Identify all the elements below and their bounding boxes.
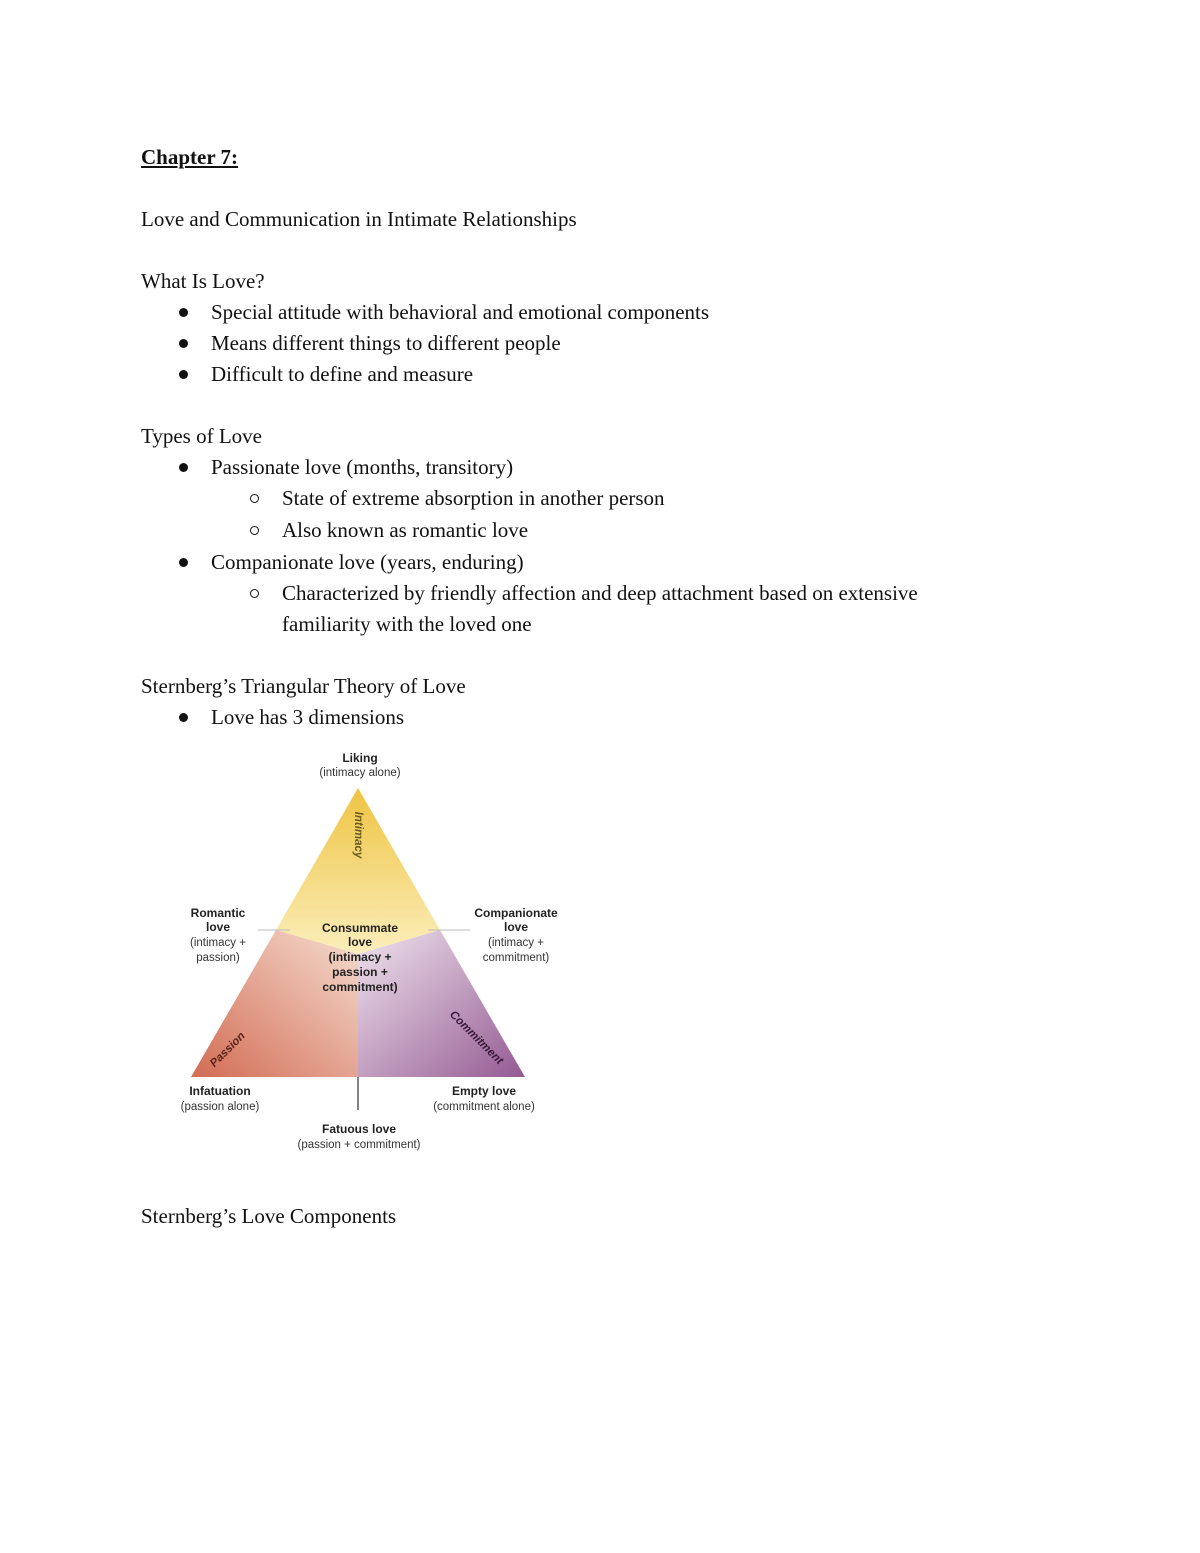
chapter-title: Chapter 7: [141, 145, 239, 169]
consummate-love-l4: passion + [332, 965, 388, 979]
types-of-love-heading: Types of Love [141, 424, 262, 448]
romantic-love-l2: love [205, 920, 231, 934]
list-item: Passionate love (months, transitory) [211, 455, 514, 479]
liking-title: Liking [342, 751, 378, 765]
consummate-love-l2: love [347, 935, 373, 949]
romantic-love-l3: (intimacy + [190, 937, 246, 949]
consummate-love-l3: (intimacy + [328, 950, 392, 964]
sub-list-item-continuation: familiarity with the loved one [282, 612, 532, 636]
infatuation-sub: (passion alone) [180, 1101, 260, 1113]
romantic-love-l1: Romantic [190, 906, 246, 920]
consummate-love-l5: commitment) [322, 980, 398, 994]
companionate-love-l2: love [503, 920, 529, 934]
document-subtitle: Love and Communication in Intimate Relationships [141, 207, 577, 231]
liking-sub: (intimacy alone) [319, 767, 401, 779]
empty-love-sub: (commitment alone) [433, 1101, 535, 1113]
companionate-love-l1: Companionate [474, 906, 558, 920]
consummate-love-l1: Consummate [321, 921, 399, 935]
infatuation-title: Infatuation [189, 1084, 251, 1098]
list-item: Special attitude with behavioral and emotional components [211, 300, 710, 324]
list-item: Means different things to different people [211, 331, 561, 355]
sub-list-item: Also known as romantic love [282, 518, 529, 542]
fatuous-love-title: Fatuous love [321, 1122, 397, 1136]
list-item: Difficult to define and measure [211, 362, 474, 386]
companionate-love-l3: (intimacy + [488, 937, 544, 949]
love-components-heading: Sternberg’s Love Components [141, 1204, 397, 1228]
romantic-love-l4: passion) [196, 952, 240, 964]
commitment-side-label: Commitment [447, 1008, 506, 1067]
list-item: Companionate love (years, enduring) [211, 550, 524, 574]
fatuous-love-sub: (passion + commitment) [297, 1139, 421, 1151]
list-item: Love has 3 dimensions [211, 705, 405, 729]
sub-list-item: State of extreme absorption in another person [282, 486, 665, 510]
passion-side-label: Passion [208, 1030, 248, 1070]
sub-list-item: Characterized by friendly affection and deep attachment based on extensive [282, 581, 918, 605]
empty-love-title: Empty love [451, 1084, 517, 1098]
sternberg-heading: Sternberg’s Triangular Theory of Love [141, 674, 466, 698]
what-is-love-heading: What Is Love? [141, 269, 265, 293]
companionate-love-l4: commitment) [482, 952, 550, 964]
intimacy-side-label: Intimacy [352, 811, 364, 859]
